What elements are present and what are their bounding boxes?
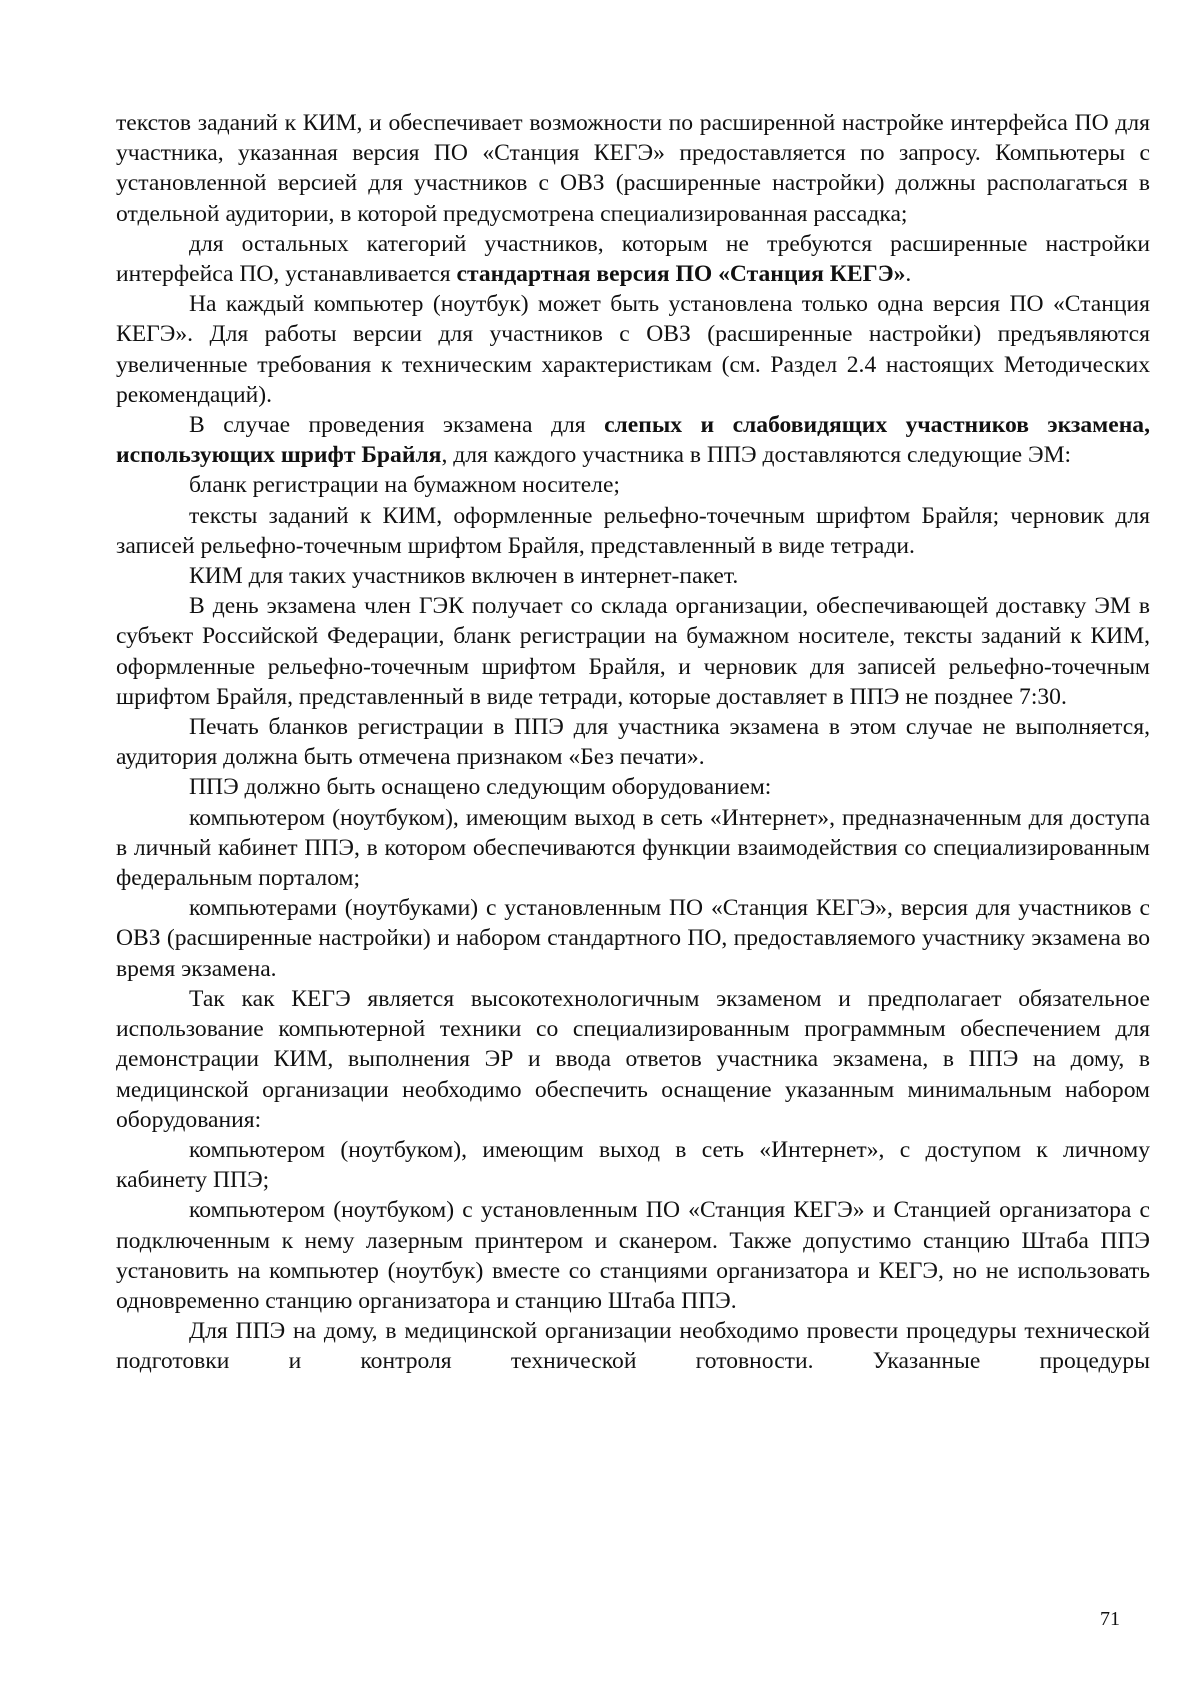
paragraph-text: . (905, 261, 912, 288)
paragraph-no-printing: Печать бланков регистрации в ППЭ для участника экзамена в этом случае не выполняется, аудитория должна быть отмечена признаком «Без печати». (116, 714, 1150, 771)
page-number: 71 (1100, 1608, 1120, 1630)
paragraph-equipment-intro: ППЭ должно быть оснащено следующим оборудованием: (189, 774, 772, 801)
paragraph-internet-computer: компьютером (ноутбуком), имеющим выход в сеть «Интернет», предназначенным для доступа в личный кабинет ППЭ, в котором обеспечиваются функции взаимодействия со специализированным федеральным порталом; (116, 804, 1150, 892)
paragraph-kim-settings: текстов заданий к КИМ, и обеспечивает возможности по расширенной настройке интерфейса ПО для участника, указанная версия ПО «Станция КЕГЭ» предоставляется по запросу. Компьютеры с установленной версией для участников с ОВЗ (расширенные настройки) должны располагаться в отдельной аудитории, в которой предусмотрена специализированная рассадка; (116, 110, 1150, 227)
paragraph-high-tech-exam: Так как КЕГЭ является высокотехнологичным экзаменом и предполагает обязательное использование компьютерной техники со специализированным программным обеспечением для демонстрации КИМ, выполнения ЭР и ввода ответов участника экзамена, в ППЭ на дому, в медицинской организации необходимо обеспечить оснащение указанным минимальным набором оборудования: (116, 985, 1150, 1133)
document-body (116, 108, 1150, 1377)
paragraph-kege-computers: компьютерами (ноутбуками) с установленным ПО «Станция КЕГЭ», версия для участников с ОВЗ (расширенные настройки) и набором стандартного ПО, предоставляемого участнику экзамена во время экзамена. (116, 895, 1150, 982)
paragraph-registration-form: бланк регистрации на бумажном носителе; (189, 472, 620, 499)
paragraph-one-version-per-computer: На каждый компьютер (ноутбук) может быть установлена только одна версия ПО «Станция КЕГЭ». Для работы версии для участников с ОВЗ (расширенные настройки) предъявляются увеличенные требования к техническим характеристикам (см. Раздел 2.4 настоящих Методических рекомендаций). (116, 291, 1150, 408)
paragraph-braille-participants (116, 410, 1150, 470)
paragraph-text: , для каждого участника в ППЭ доставляются следующие ЭМ: (441, 442, 1072, 469)
paragraph-organizer-station: компьютером (ноутбуком) с установленным ПО «Станция КЕГЭ» и Станцией организатора с подключенным к нему лазерным принтером и сканером. Также допустимо станцию Штаба ППЭ установить на компьютер (ноутбук) вместе со станциями организатора и КЕГЭ, но не использовать одновременно станцию организатора и станцию Штаба ППЭ. (116, 1197, 1150, 1314)
paragraph-kim-internet-package: КИМ для таких участников включен в интернет-пакет. (189, 563, 739, 590)
bold-standard-version: стандартная версия ПО «Станция КЕГЭ» (456, 261, 906, 288)
paragraph-braille-texts: тексты заданий к КИМ, оформленные рельефно-точечным шрифтом Брайля; черновик для записей рельефно-точечным шрифтом Брайля, представленный в виде тетради. (116, 502, 1150, 559)
paragraph-text: В случае проведения экзамена для (189, 412, 605, 439)
paragraph-standard-version (116, 229, 1150, 289)
bold-braille-participants: слепых и слабовидящих участников экзамена, использующих шрифт Брайля (116, 412, 1151, 469)
paragraph-internet-cabinet: компьютером (ноутбуком), имеющим выход в сеть «Интернет», с доступом к личному кабинету ППЭ; (116, 1136, 1150, 1194)
paragraph-exam-day-delivery: В день экзамена член ГЭК получает со склада организации, обеспечивающей доставку ЭМ в субъект Российской Федерации, бланк регистрации на бумажном носителе, тексты заданий к КИМ, оформленные рельефно-точечным шрифтом Брайля, и черновик для записей рельефно-точечным шрифтом Брайля, представленный в виде тетради, которые доставляет в ППЭ не позднее 7:30. (116, 593, 1150, 710)
paragraph-technical-preparation: Для ППЭ на дому, в медицинской организации необходимо провести процедуры технической подготовки и контроля технической готовности. Указанные процедуры (116, 1318, 1150, 1375)
paragraph-text: для остальных категорий участников, которым не требуются расширенные настройки интерфейса ПО, устанавливается (116, 230, 1150, 288)
